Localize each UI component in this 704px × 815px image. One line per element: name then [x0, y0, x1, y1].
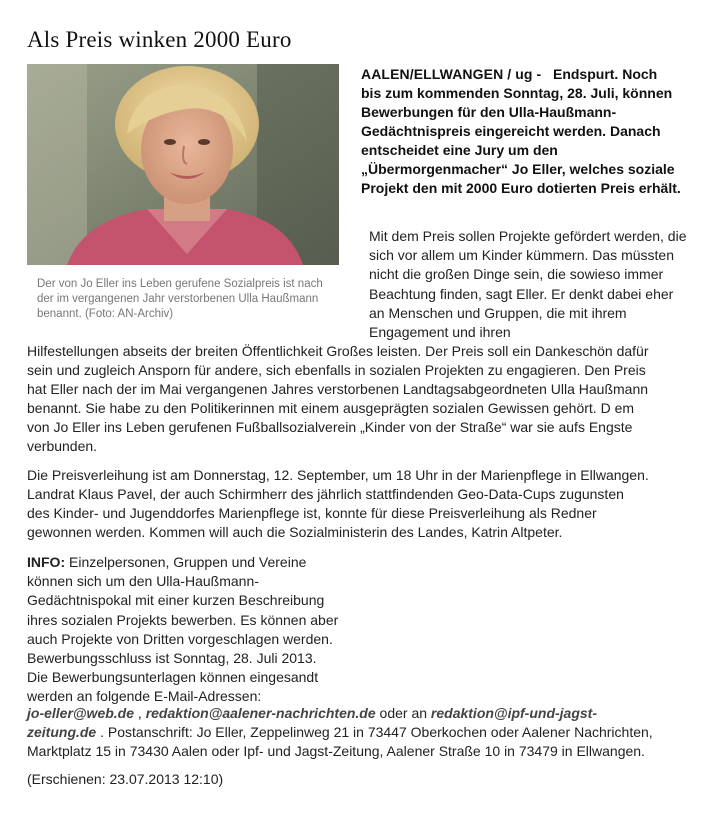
- article-title: Als Preis winken 2000 Euro: [27, 27, 292, 52]
- email-separator-2: oder an: [375, 705, 431, 721]
- postal-line-1: [27, 724, 653, 740]
- postal-address-1: . Postanschrift: Jo Eller, Zeppelinweg 21 in 73447 Oberkochen oder Aalener Nachrichten,: [96, 724, 653, 740]
- paragraph-1-line-2: sein und zugleich Ansporn für andere, sich ebenfalls in sozialen Projekten zu engagieren. Den Preis: [27, 362, 646, 378]
- info-box: [27, 553, 339, 707]
- article-lead: [361, 65, 681, 198]
- postal-line-2: Marktplatz 15 in 73430 Aalen oder Ipf- und Jagst-Zeitung, Aalener Straße 10 in 73479 in Ellwangen.: [27, 743, 645, 759]
- info-text: Einzelpersonen, Gruppen und Vereine können sich um den Ulla-Haußmann-Gedächtnispokal mit einer kurzen Beschreibung ihres sozialen Projekts bewerben. Es können aber auch Projekte von Dritten vorgeschlagen werden. Bewerbungsschluss ist Sonntag, 28. Juli 2013. Die Bewerbungsunterlagen können eingesandt werden an folgende E-Mail-Adressen:: [27, 554, 339, 705]
- email-link-ipf-jagst-part1[interactable]: redaktion@ipf-und-jagst-: [430, 705, 597, 721]
- lead-location: AALEN/ELLWANGEN / ug -: [361, 66, 542, 82]
- lead-text: Endspurt. Noch bis zum kommenden Sonntag, 28. Juli, können Bewerbungen für den Ulla-Haußmann-Gedächtnispreis eingereicht werden. Danach entscheidet eine Jury um den „Übermorgenmacher“ Jo Eller, welches soziale Projekt den mit 2000 Euro dotierten Preis erhält.: [361, 66, 681, 196]
- paragraph-1-line-6: verbunden.: [27, 438, 98, 454]
- paragraph-1-top: Mit dem Preis sollen Projekte gefördert werden, die sich vor allem um Kinder kümmern. Das müssten nicht die großen Dinge sein, die sowieso immer Beachtung finden, sagt Eller. Er denkt dabei eher an Menschen und Gruppen, die mit ihrem Engagement und ihren: [369, 228, 687, 341]
- paragraph-2-line-3: des Kinder- und Jugenddorfes Marienpflege ist, konnte für diese Preisverleihung als Redner: [27, 505, 597, 521]
- article-photo: [27, 64, 339, 265]
- email-link-aalener-nachrichten[interactable]: redaktion@aalener-nachrichten.de: [145, 705, 376, 721]
- portrait-photo-illustration: [27, 64, 339, 265]
- photo-caption: Der von Jo Eller ins Leben gerufene Sozialpreis ist nach der im vergangenen Jahr verstorbenen Ulla Haußmann benannt. (Foto: AN-Archiv): [37, 278, 323, 320]
- info-label: INFO:: [27, 554, 66, 570]
- paragraph-2-line-1: Die Preisverleihung ist am Donnerstag, 12. September, um 18 Uhr in der Marienpflege in Ellwangen.: [27, 467, 649, 483]
- published-date: (Erschienen: 23.07.2013 12:10): [27, 771, 224, 787]
- paragraph-1-line-3: hat Eller nach der im Mai vergangenen Jahres verstorbenen Landtagsabgeordneten Ulla Haußmann: [27, 381, 649, 397]
- paragraph-1-line-4: benannt. Sie habe zu den Politikerinnen mit einem ausgeprägten sozialen Gewissen gehört. D em: [27, 400, 635, 416]
- paragraph-2-line-4: gewonnen werden. Kommen will auch die Sozialministerin des Landes, Katrin Altpeter.: [27, 524, 563, 540]
- email-link-ipf-jagst-part2[interactable]: zeitung.de: [27, 724, 97, 740]
- email-separator-1: ,: [134, 705, 146, 721]
- paragraph-1-line-1: Hilfestellungen abseits der breiten Öffentlichkeit Großes leisten. Der Preis soll ein Dankeschön dafür: [27, 343, 649, 359]
- paragraph-1-line-5: von Jo Eller ins Leben gerufenen Fußballsozialverein „Kinder von der Straße“ war sie aufs Engste: [27, 419, 633, 435]
- paragraph-2-line-2: Landrat Klaus Pavel, der auch Schirmherr des jährlich stattfindenden Geo-Data-Cups zugunsten: [27, 486, 624, 502]
- email-line: [27, 705, 597, 721]
- email-link-jo-eller[interactable]: jo-eller@web.de: [27, 705, 135, 721]
